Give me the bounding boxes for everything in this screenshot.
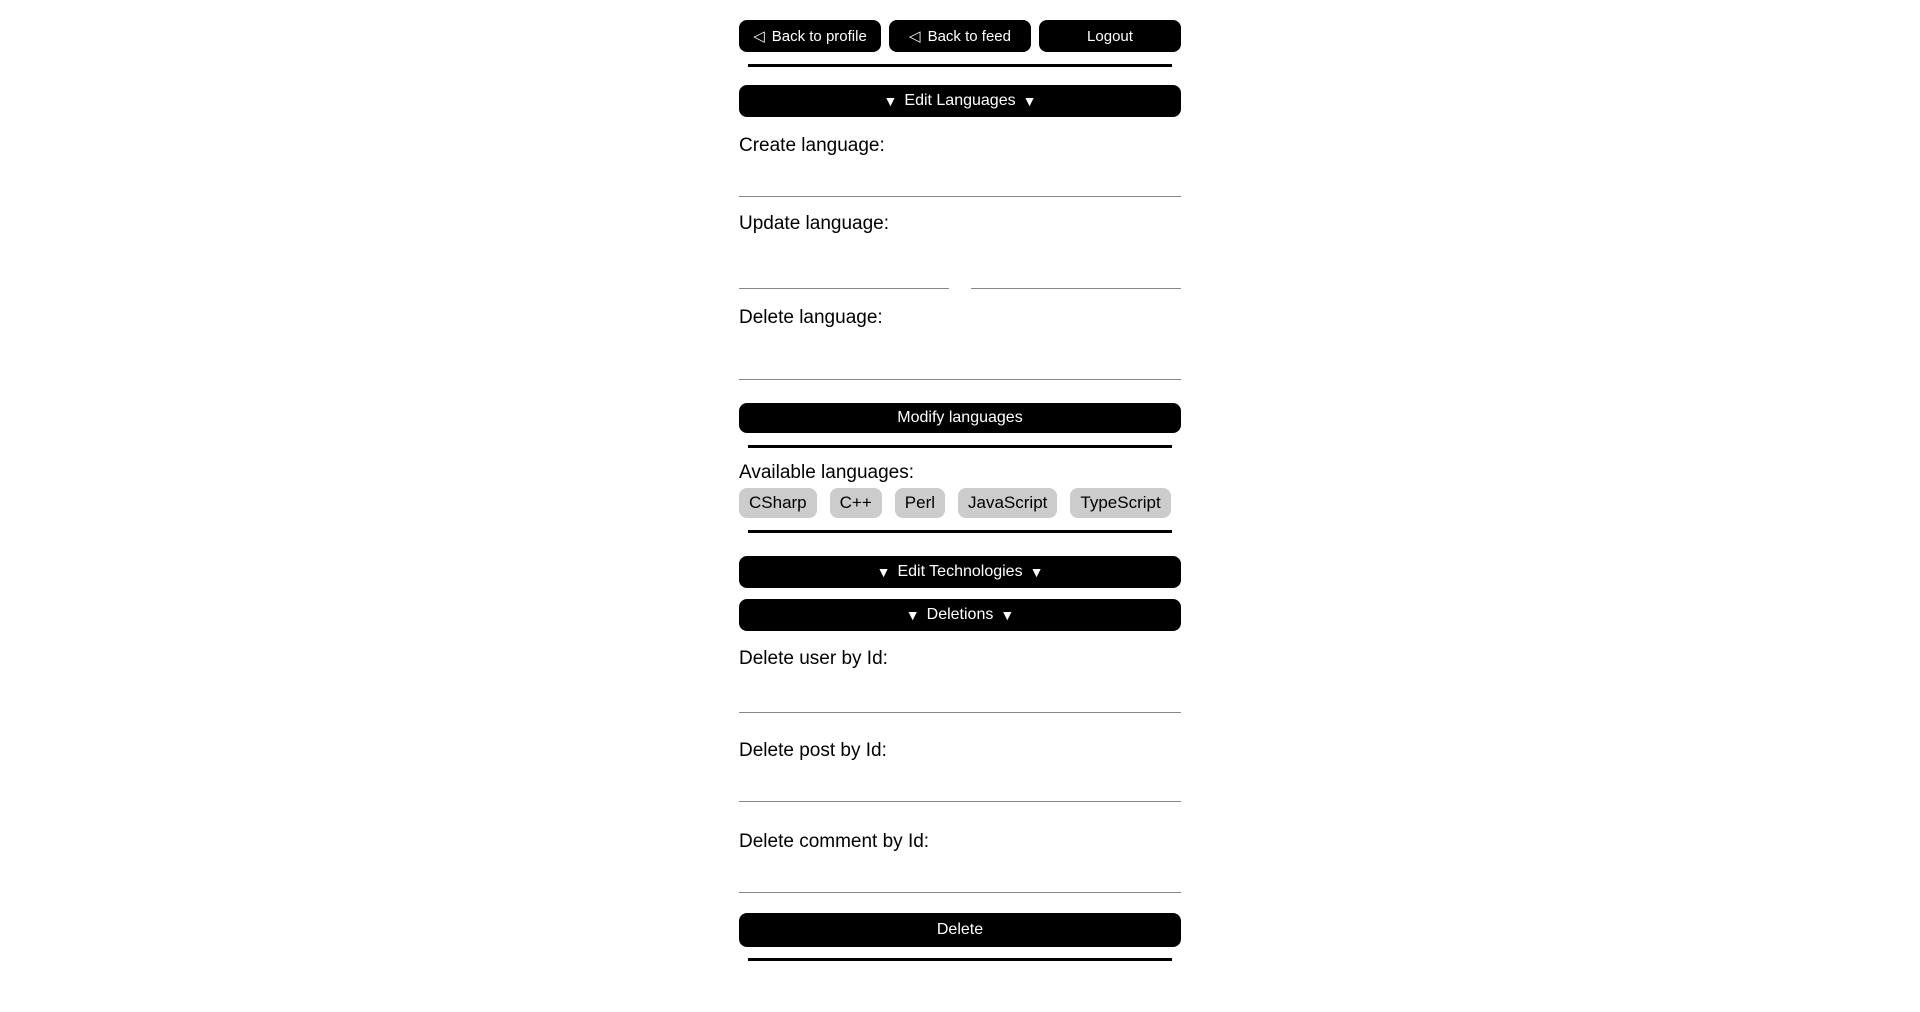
delete-button[interactable]	[739, 913, 1181, 947]
available-languages-list	[739, 488, 1181, 518]
back-to-profile-button[interactable]	[739, 20, 881, 52]
logout-button[interactable]	[1039, 20, 1181, 52]
back-to-feed-button[interactable]	[889, 20, 1031, 52]
language-tag: Perl	[895, 488, 945, 518]
admin-panel	[739, 0, 1181, 961]
edit-languages-toggle[interactable]	[739, 85, 1181, 117]
delete-comment-label: Delete comment by Id:	[739, 831, 930, 852]
caret-down-icon: ▼	[1029, 564, 1044, 580]
logout-label: Logout	[1087, 27, 1133, 45]
delete-user-input[interactable]	[739, 679, 1181, 713]
deletions-toggle[interactable]	[739, 599, 1181, 631]
caret-down-icon: ▼	[876, 564, 891, 580]
delete-post-label: Delete post by Id:	[739, 740, 887, 761]
modify-languages-button[interactable]	[739, 403, 1181, 433]
language-tag: CSharp	[739, 488, 817, 518]
update-language-label: Update language:	[739, 213, 890, 234]
section-divider	[748, 958, 1172, 961]
back-to-feed-label: Back to feed	[927, 27, 1011, 45]
language-tag: JavaScript	[958, 488, 1057, 518]
modify-languages-label: Modify languages	[897, 409, 1023, 426]
top-button-row	[739, 20, 1181, 52]
back-triangle-icon: ◁	[753, 28, 765, 45]
back-triangle-icon: ◁	[909, 28, 921, 45]
available-languages-label: Available languages:	[739, 462, 915, 483]
update-language-new-input[interactable]	[971, 255, 1181, 289]
create-language-label: Create language:	[739, 135, 885, 156]
caret-down-icon: ▼	[883, 93, 898, 109]
section-divider	[748, 530, 1172, 533]
language-tag: TypeScript	[1070, 488, 1170, 518]
delete-post-input[interactable]	[739, 768, 1181, 802]
update-language-old-input[interactable]	[739, 255, 949, 289]
language-tag: C++	[830, 488, 882, 518]
delete-language-input[interactable]	[739, 346, 1181, 380]
caret-down-icon: ▼	[1000, 607, 1015, 623]
caret-down-icon: ▼	[1022, 93, 1037, 109]
edit-technologies-toggle-label: Edit Technologies	[897, 563, 1023, 580]
edit-languages-toggle-label: Edit Languages	[904, 92, 1016, 109]
delete-language-label: Delete language:	[739, 307, 883, 328]
edit-technologies-toggle[interactable]	[739, 556, 1181, 588]
delete-comment-input[interactable]	[739, 859, 1181, 893]
update-language-inputs	[739, 255, 1181, 289]
section-divider	[748, 445, 1172, 448]
create-language-input[interactable]	[739, 163, 1181, 197]
caret-down-icon: ▼	[905, 607, 920, 623]
deletions-toggle-label: Deletions	[926, 606, 994, 623]
delete-user-label: Delete user by Id:	[739, 648, 888, 669]
back-to-profile-label: Back to profile	[771, 27, 867, 45]
delete-button-label: Delete	[936, 921, 984, 938]
section-divider	[748, 64, 1172, 67]
